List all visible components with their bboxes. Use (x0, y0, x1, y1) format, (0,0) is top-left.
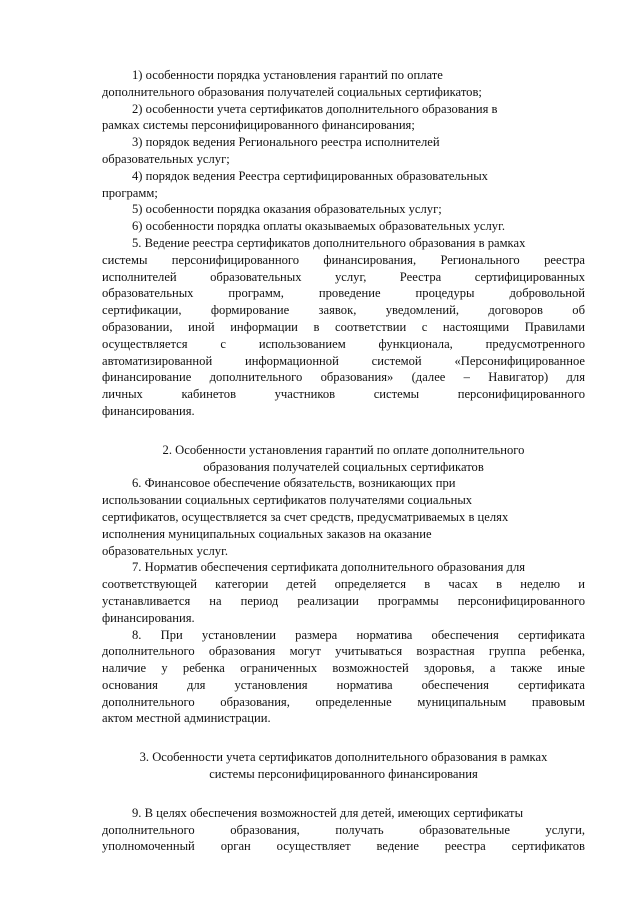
text-line: сертификации, формирование заявок, уведомлений, договоров об (102, 303, 585, 318)
text-line: 7. Норматив обеспечения сертификата дополнительного образования для (132, 560, 526, 575)
section-3-heading (102, 749, 585, 783)
heading-line: системы персонифицированного финансирования (209, 767, 478, 782)
text-line: 8. При установлении размера норматива обеспечения сертификата (132, 627, 585, 642)
paragraph-6 (102, 475, 585, 559)
paragraph-7 (102, 559, 585, 626)
paragraph-5 (102, 235, 585, 420)
text-line: образовательных услуг. (102, 543, 228, 558)
text-line: образовательных услуг; (102, 151, 230, 166)
text-line: устанавливается на период реализации программы персонифицированного (102, 593, 585, 608)
text-line: автоматизированной информационной системой «Персонифицированное (102, 353, 585, 368)
text-line: 9. В целях обеспечения возможностей для детей, имеющих сертификаты (132, 805, 524, 820)
list-item-3 (102, 134, 585, 168)
text-line: актом местной администрации. (102, 711, 271, 726)
text-line: образовании, иной информации в соответствии с настоящими Правилами (102, 319, 585, 334)
text-line: личных кабинетов участников системы персонифицированного (102, 387, 585, 402)
text-line: 5. Ведение реестра сертификатов дополнительного образования в рамках (132, 235, 526, 250)
list-item-4 (102, 168, 585, 202)
text-line: рамках системы персонифицированного финансирования; (102, 118, 415, 133)
text-line: исполнения муниципальных социальных заказов на оказание (102, 526, 432, 541)
list-item-1 (102, 67, 585, 101)
text-line: 6) особенности порядка оплаты оказываемых образовательных услуг. (132, 219, 505, 234)
text-line: 4) порядок ведения Реестра сертифицированных образовательных (132, 168, 488, 183)
list-item-5 (102, 201, 585, 218)
text-line: системы персонифицированного финансирования, Регионального реестра (102, 252, 585, 267)
text-line: финансирования. (102, 403, 195, 418)
text-line: дополнительного образования, получать образовательные услуги, (102, 822, 585, 837)
paragraph-8 (102, 627, 585, 728)
list-item-6 (102, 218, 585, 235)
text-line: наличие у ребенка ограниченных возможностей здоровья, а также иные (102, 661, 585, 676)
text-line: 1) особенности порядка установления гарантий по оплате (132, 68, 443, 82)
text-line: 5) особенности порядка оказания образовательных услуг; (132, 202, 442, 217)
text-line: дополнительного образования, определенные муниципальным правовым (102, 694, 585, 709)
text-line: программ; (102, 185, 158, 200)
paragraph-9 (102, 805, 585, 855)
text-line: финансирования. (102, 610, 195, 625)
text-line: исполнителей образовательных услуг, Реестра сертифицированных (102, 269, 585, 284)
text-line: 3) порядок ведения Регионального реестра исполнителей (132, 135, 440, 150)
text-line: 6. Финансовое обеспечение обязательств, возникающих при (132, 476, 456, 491)
heading-line: 3. Особенности учета сертификатов дополнительного образования в рамках (139, 750, 548, 765)
text-line: сертификатов, осуществляется за счет средств, предусматриваемых в целях (102, 509, 509, 524)
text-line: соответствующей категории детей определяется в часах в неделю и (102, 577, 585, 592)
text-line: дополнительного образования получателей социальных сертификатов; (102, 84, 482, 99)
section-2-heading (102, 442, 585, 476)
text-line: использовании социальных сертификатов получателями социальных (102, 493, 473, 508)
text-line: образовательных программ, проведение процедуры добровольной (102, 286, 585, 301)
text-line: осуществляется с использованием функционала, предусмотренного (102, 336, 585, 351)
heading-line: 2. Особенности установления гарантий по оплате дополнительного (162, 442, 525, 457)
text-line: 2) особенности учета сертификатов дополнительного образования в (132, 101, 498, 116)
text-line: финансирование дополнительного образования» (далее – Навигатор) для (102, 370, 585, 385)
text-line: основания для установления норматива обеспечения сертификата (102, 677, 585, 692)
text-line: уполномоченный орган осуществляет ведение реестра сертификатов (102, 839, 585, 854)
heading-line: образования получателей социальных сертификатов (203, 459, 484, 474)
list-item-2 (102, 101, 585, 135)
text-line: дополнительного образования могут учитываться возрастная группа ребенка, (102, 644, 585, 659)
